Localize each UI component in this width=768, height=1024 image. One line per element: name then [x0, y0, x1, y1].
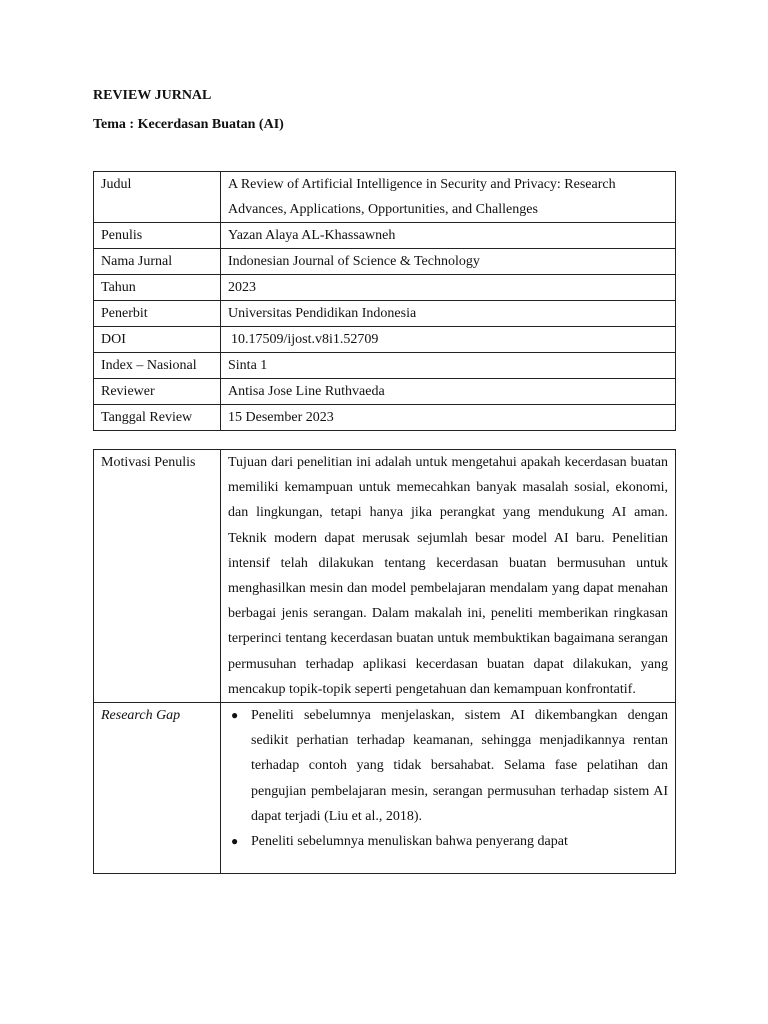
- motivation-text: Tujuan dari penelitian ini adalah untuk mengetahui apakah kecerdasan buatan memiliki kemampuan untuk memecahkan banyak masalah sosial, ekonomi, dan lingkungan, tetapi hanya jika perangkat yang mendukung AI aman. Teknik modern dapat merusak sejumlah besar model AI baru. Penelitian intensif telah dilakukan tentang kecerdasan buatan bermusuhan untuk menghasilkan mesin dan model pembelajaran mendalam yang dapat menahan berbagai jenis serangan. Dalam makalah ini, peneliti memberikan ringkasan terperinci tentang kecerdasan buatan untuk membuktikan bagaimana serangan permusuhan terhadap aplikasi kecerdasan buatan dapat dilakukan, yang mencakup topik-topik seperti pengetahuan dan kemampuan konfrontatif.: [221, 450, 676, 703]
- list-item: [231, 829, 668, 854]
- table-row: [94, 703, 676, 874]
- research-gap-list: [228, 703, 668, 854]
- research-gap-label: Research Gap: [94, 703, 221, 874]
- table-row: [94, 223, 676, 249]
- row-value-tanggal-review: 15 Desember 2023: [221, 405, 676, 431]
- table-row: [94, 405, 676, 431]
- research-gap-cell: [221, 703, 676, 874]
- row-label-doi: DOI: [94, 327, 221, 353]
- table-row: [94, 327, 676, 353]
- row-value-index: Sinta 1: [221, 353, 676, 379]
- table-row: [94, 301, 676, 327]
- document-title: REVIEW JURNAL: [93, 88, 212, 103]
- row-value-doi[interactable]: [221, 327, 676, 353]
- motivation-label: Motivasi Penulis: [94, 450, 221, 703]
- row-label-index: Index – Nasional: [94, 353, 221, 379]
- row-value-nama-jurnal: Indonesian Journal of Science & Technology: [221, 249, 676, 275]
- row-value-penulis: Yazan Alaya AL-Khassawneh: [221, 223, 676, 249]
- table-row: [94, 450, 676, 703]
- bullet-icon: ●: [231, 708, 239, 723]
- bullet-icon: ●: [231, 834, 239, 849]
- gap-bullet-text: Peneliti sebelumnya menjelaskan, sistem AI dikembangkan dengan sedikit perhatian terhadap keamanan, sehingga menjadikannya rentan terhadap contoh yang tidak bersahabat. Selama fase pelatihan dan pengujian pembelajaran mesin, serangan permusuhan terhadap sistem AI dapat terjadi (Liu et al., 2018).: [251, 708, 668, 824]
- row-label-judul: Judul: [94, 172, 221, 223]
- row-label-tanggal-review: Tanggal Review: [94, 405, 221, 431]
- review-table: [93, 449, 676, 874]
- table-row: [94, 379, 676, 405]
- row-value-tahun: 2023: [221, 275, 676, 301]
- row-label-penerbit: Penerbit: [94, 301, 221, 327]
- list-item: [231, 703, 668, 829]
- doi-link[interactable]: 10.17509/ijost.v8i1.52709: [231, 332, 379, 347]
- research-gap-content: [228, 703, 668, 873]
- document-theme: Tema : Kecerdasan Buatan (AI): [93, 117, 284, 132]
- table-row: [94, 353, 676, 379]
- table-row: [94, 249, 676, 275]
- row-label-reviewer: Reviewer: [94, 379, 221, 405]
- row-label-penulis: Penulis: [94, 223, 221, 249]
- table-row: [94, 172, 676, 223]
- table-row: [94, 275, 676, 301]
- row-value-penerbit: Universitas Pendidikan Indonesia: [221, 301, 676, 327]
- gap-bullet-text: Peneliti sebelumnya menuliskan bahwa penyerang dapat: [251, 834, 568, 850]
- row-value-judul: A Review of Artificial Intelligence in Security and Privacy: Research Advances, Applications, Opportunities, and Challenges: [221, 172, 676, 223]
- row-label-nama-jurnal: Nama Jurnal: [94, 249, 221, 275]
- metadata-table: [93, 171, 676, 431]
- row-label-tahun: Tahun: [94, 275, 221, 301]
- row-value-reviewer: Antisa Jose Line Ruthvaeda: [221, 379, 676, 405]
